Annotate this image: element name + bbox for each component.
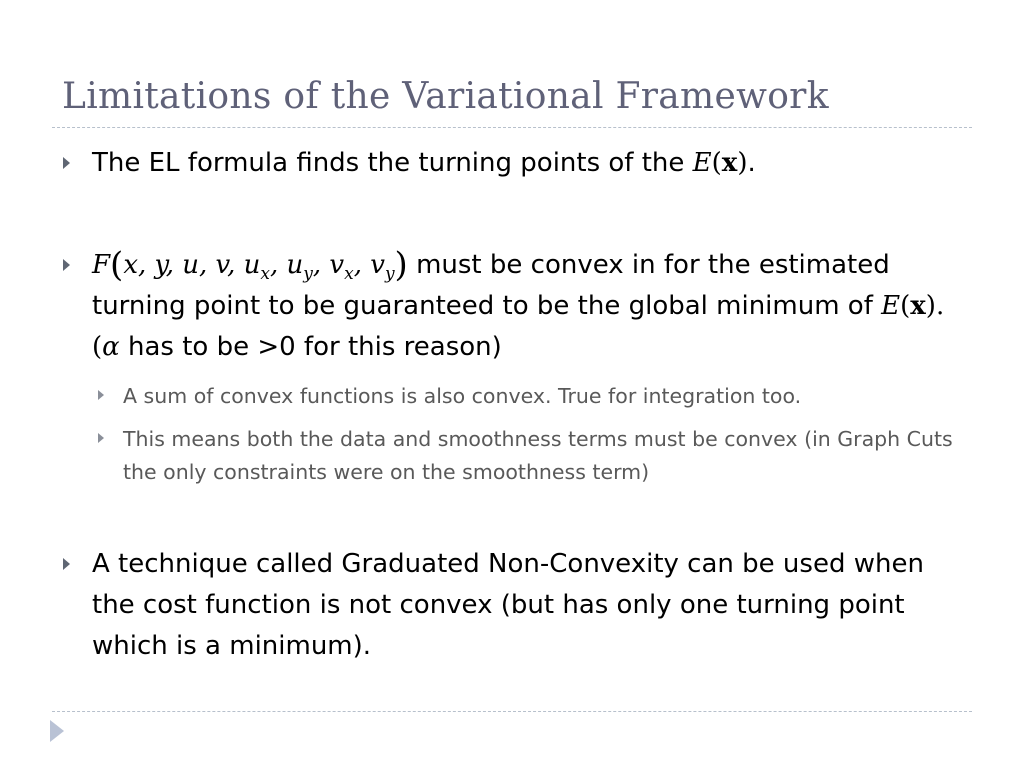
bullet-el-formula <box>92 143 972 184</box>
bullet-text-end: has to be >0 for this reason) <box>119 332 502 362</box>
bullet-text: must be convex in for the estimated turning point to be guaranteed to be the global minimum of <box>92 250 890 321</box>
footer-divider <box>52 711 972 712</box>
math-energy: E(x) <box>692 148 748 178</box>
slide-title: Limitations of the Variational Framework <box>62 76 829 117</box>
title-divider <box>52 127 972 128</box>
bullet-text-end: . <box>747 148 756 178</box>
next-slide-arrow-icon[interactable] <box>50 720 64 742</box>
bullet-text: The EL formula finds the turning points of the <box>92 148 693 178</box>
math-energy-alpha: E(x). (α <box>92 291 945 362</box>
subbullet-sum-convex: A sum of convex functions is also convex. True for integration too. <box>123 380 973 413</box>
bullet-convexity <box>92 245 972 368</box>
math-functional-f: F(x, y, u, v, $u_x$, $u_y$, $v_x$, $v_y$) <box>92 245 408 285</box>
bullet-graduated-non-convexity: A technique called Graduated Non-Convexity can be used when the cost function is not convex (but has only one turning point which is a minimum). <box>92 544 972 667</box>
subbullet-data-smoothness: This means both the data and smoothness terms must be convex (in Graph Cuts the only constraints were on the smoothness term) <box>123 423 973 489</box>
